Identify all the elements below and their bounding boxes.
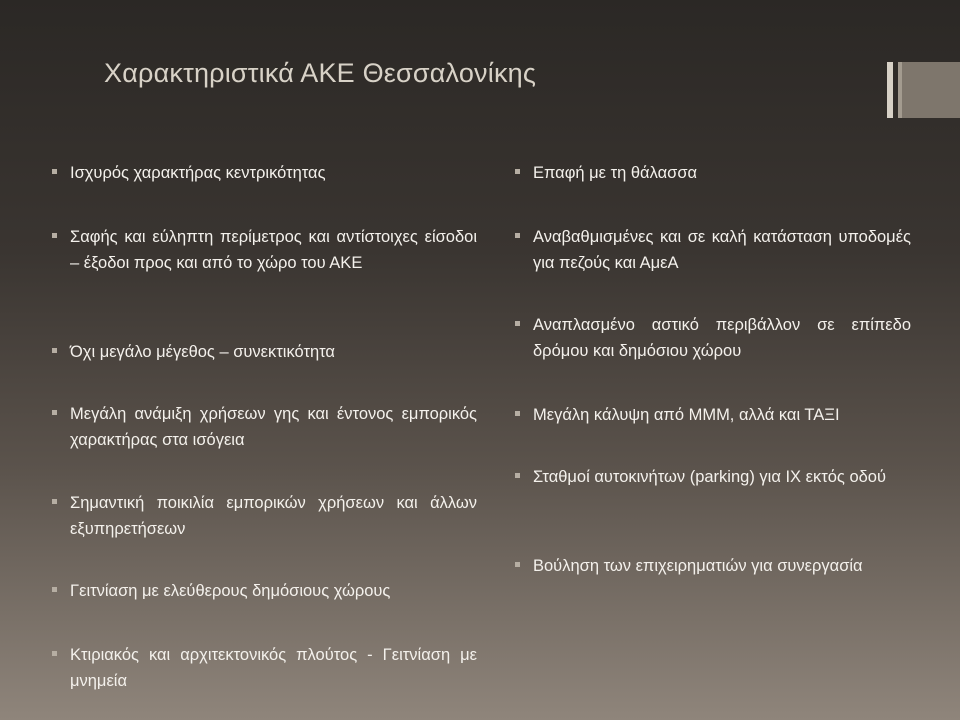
slide-title: Χαρακτηριστικά ΑΚΕ Θεσσαλονίκης [104, 58, 537, 88]
square-bullet-icon [52, 410, 57, 415]
square-bullet-icon [515, 233, 520, 238]
square-bullet-icon [52, 499, 57, 504]
list-item [515, 312, 911, 364]
square-bullet-icon [52, 233, 57, 238]
list-item [52, 339, 477, 365]
list-item-text: Σταθμοί αυτοκινήτων (parking) για ΙΧ εκτός οδού [533, 468, 887, 486]
square-bullet-icon [52, 348, 57, 353]
list-item [52, 490, 477, 542]
list-item [515, 402, 911, 428]
square-bullet-icon [515, 562, 520, 567]
list-item-text: Κτιριακός και αρχιτεκτονικός πλούτος - Γειτνίαση με μνημεία [70, 646, 477, 690]
list-item-text: Βούληση των επιχειρηματιών για συνεργασία [533, 557, 863, 575]
list-item [515, 553, 911, 579]
list-item-text: Επαφή με τη θάλασσα [533, 164, 698, 182]
list-item-text: Ισχυρός χαρακτήρας κεντρικότητας [70, 164, 326, 182]
decorative-bar [887, 62, 893, 118]
square-bullet-icon [515, 411, 520, 416]
decorative-block-inner [902, 62, 960, 118]
list-item [52, 578, 477, 604]
square-bullet-icon [52, 169, 57, 174]
list-item [515, 464, 911, 490]
list-item-text: Μεγάλη ανάμιξη χρήσεων γης και έντονος εμπορικός χαρακτήρας στα ισόγεια [70, 405, 477, 449]
square-bullet-icon [52, 587, 57, 592]
square-bullet-icon [52, 651, 57, 656]
list-item-text: Σαφής και εύληπτη περίμετρος και αντίστοιχες είσοδοι – έξοδοι προς και από το χώρο του ΑΚΕ [70, 228, 477, 272]
list-item-text: Γειτνίαση με ελεύθερους δημόσιους χώρους [70, 582, 391, 600]
list-item-text: Μεγάλη κάλυψη από ΜΜΜ, αλλά και ΤΑΞΙ [533, 406, 840, 424]
square-bullet-icon [515, 321, 520, 326]
list-item-text: Αναπλασμένο αστικό περιβάλλον σε επίπεδο δρόμου και δημόσιου χώρου [533, 316, 911, 360]
list-item-text: Αναβαθμισμένες και σε καλή κατάσταση υποδομές για πεζούς και ΑμεΑ [533, 228, 911, 272]
list-item [52, 642, 477, 694]
list-item [52, 401, 477, 453]
list-item [515, 224, 911, 276]
list-item [515, 160, 911, 186]
square-bullet-icon [515, 169, 520, 174]
list-item [52, 160, 477, 186]
list-item-text: Σημαντική ποικιλία εμπορικών χρήσεων και άλλων εξυπηρετήσεων [70, 494, 477, 538]
list-item [52, 224, 477, 276]
square-bullet-icon [515, 473, 520, 478]
list-item-text: Όχι μεγάλο μέγεθος – συνεκτικότητα [70, 343, 335, 361]
